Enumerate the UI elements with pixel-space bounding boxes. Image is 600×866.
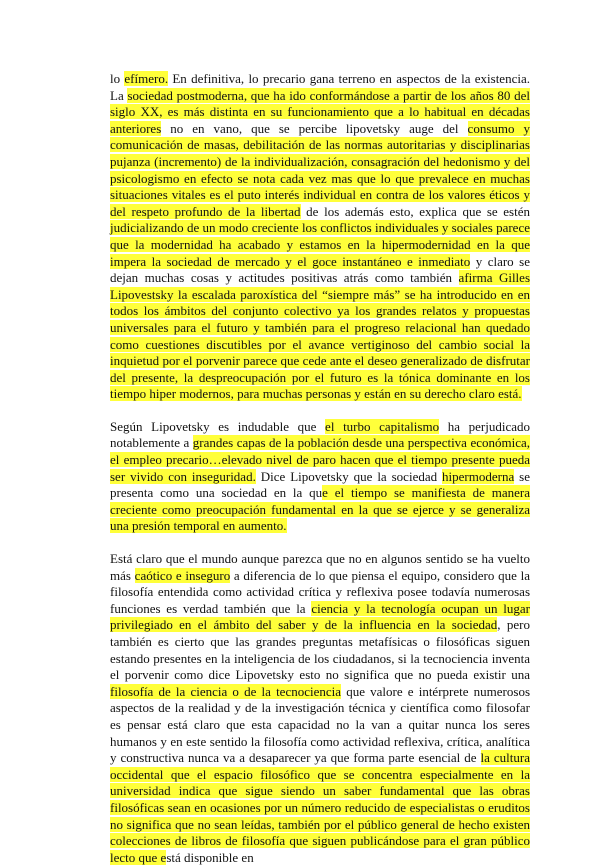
text-run: En definitiva, lo precario gana terreno en aspectos de la existencia. La [110, 71, 530, 103]
highlighted-text: filosofía de la ciencia o de la tecnociencia [110, 683, 342, 699]
highlighted-text: el turbo capitalismo [325, 418, 440, 434]
highlighted-text: la cultura occidental que el espacio filosófico que se concentra especialmente en la universidad indica que sigue siendo un saber fundamental que las obras filosóficas sean en ocasiones por un número reducido de especialistas o eruditos no significa que no sean leídas, también por el público general de hecho existen colecciones de libros de filosofía que siguen publicándose para el gran público lecto que e [110, 750, 530, 865]
text-run: se presenta como una sociedad en la qu [110, 468, 530, 501]
highlighted-text: caótico e inseguro [134, 567, 231, 583]
text-run: lo [110, 71, 125, 86]
text-run: ha perjudicado notablemente a [110, 418, 530, 451]
text-run: stá disponible en [166, 849, 254, 865]
highlighted-text: consumo y comunicación de masas, debilitación de las normas autoritarias y disciplinarias pujanza (incremento) de la individualización, consagración del hedonismo y del psicologismo en efecto se nota cada vez mas que lo que prevalece en muchas situaciones vitales es el puto interés individual en contra de los valores éticos y del respeto profundo de la libertad [110, 120, 530, 219]
highlighted-text: hipermoderna [442, 468, 515, 484]
highlighted-text: grandes capas de la población desde una perspectiva económica, el empleo precario…elevado nivel de paro hacen que el tiempo presente pueda ser vivido con inseguridad. [110, 435, 530, 484]
text-run: no en vano, que se percibe lipovetsky auge del [161, 120, 468, 136]
text-run: Según Lipovetsky es indudable que [110, 418, 326, 434]
text-run: y claro se dejan muchas cosas y actitudes positivas atrás como también [110, 253, 530, 286]
highlighted-text: efímero. [124, 71, 169, 86]
text-run: , pero también es cierto que las grandes preguntas metafísicas o filosóficas siguen estando presentes en la inteligencia de los ciudadanos, si la tecnociencia inventa el porvenir como dice Lipovetsky esto no significa que no pueda existir una [110, 617, 530, 683]
text-run: Dice Lipovetsky que la sociedad [255, 468, 443, 484]
highlighted-text: judicializando de un modo creciente los conflictos individuales y sociales parece que la modernidad ha acabado y estamos en la hipermodernidad en la que impera la sociedad de mercado y el goce instantáneo e inmediato [110, 220, 530, 269]
highlighted-text: afirma Gilles Lipovestsky la escalada paroxística del “siempre más” se ha introducido en en todos los ámbitos del conjunto colectivo ya los grandes relatos y propuestas universales para el futuro y también para el progreso relacional han quedado como cuestiones discutibles por el avance vertiginoso del cambio social la inquietud por el porvenir parece que cede ante el deseo generalizado de disfrutar del presente, la despreocupación por el futuro es la tónica dominante en los tiempo hiper modernos, para muchas personas y están en su derecho claro está. [110, 270, 530, 402]
highlighted-text: e el tiempo se manifiesta de manera creciente como preocupación fundamental en la que se ejerce y se generaliza una presión temporal en aumento. [110, 485, 530, 534]
paragraph-3 [110, 551, 530, 866]
paragraph-2 [110, 419, 530, 535]
text-run: que valore e intérprete numerosos aspectos de la realidad y de la investigación técnica y científica como filosofar es pensar está claro que esta capacidad no la van a quitar nunca los seres humanos y en este sentido la filosofía como actividad reflexiva, crítica, analítica y constructiva nunca va a desaparecer ya que forma parte esencial de [110, 683, 530, 766]
highlighted-text: sociedad postmoderna, que ha ido conformándose a partir de los años 80 del siglo XX, es más distinta en su funcionamiento que a lo habitual en décadas anteriores [110, 87, 530, 136]
highlighted-text: ciencia y la tecnología ocupan un lugar privilegiado en el ámbito del saber y de la influencia en la sociedad [110, 600, 530, 633]
text-run: Está claro que el mundo aunque parezca que no en algunos sentido se ha vuelto más [110, 551, 530, 583]
paragraph-1 [110, 71, 530, 403]
text-run: a diferencia de lo que piensa el equipo, considero que la filosofía entendida como actividad crítica y reflexiva posee todavía numerosas funciones es verdad también que la [110, 567, 530, 616]
text-run: de los además esto, explica que se estén [300, 203, 530, 219]
